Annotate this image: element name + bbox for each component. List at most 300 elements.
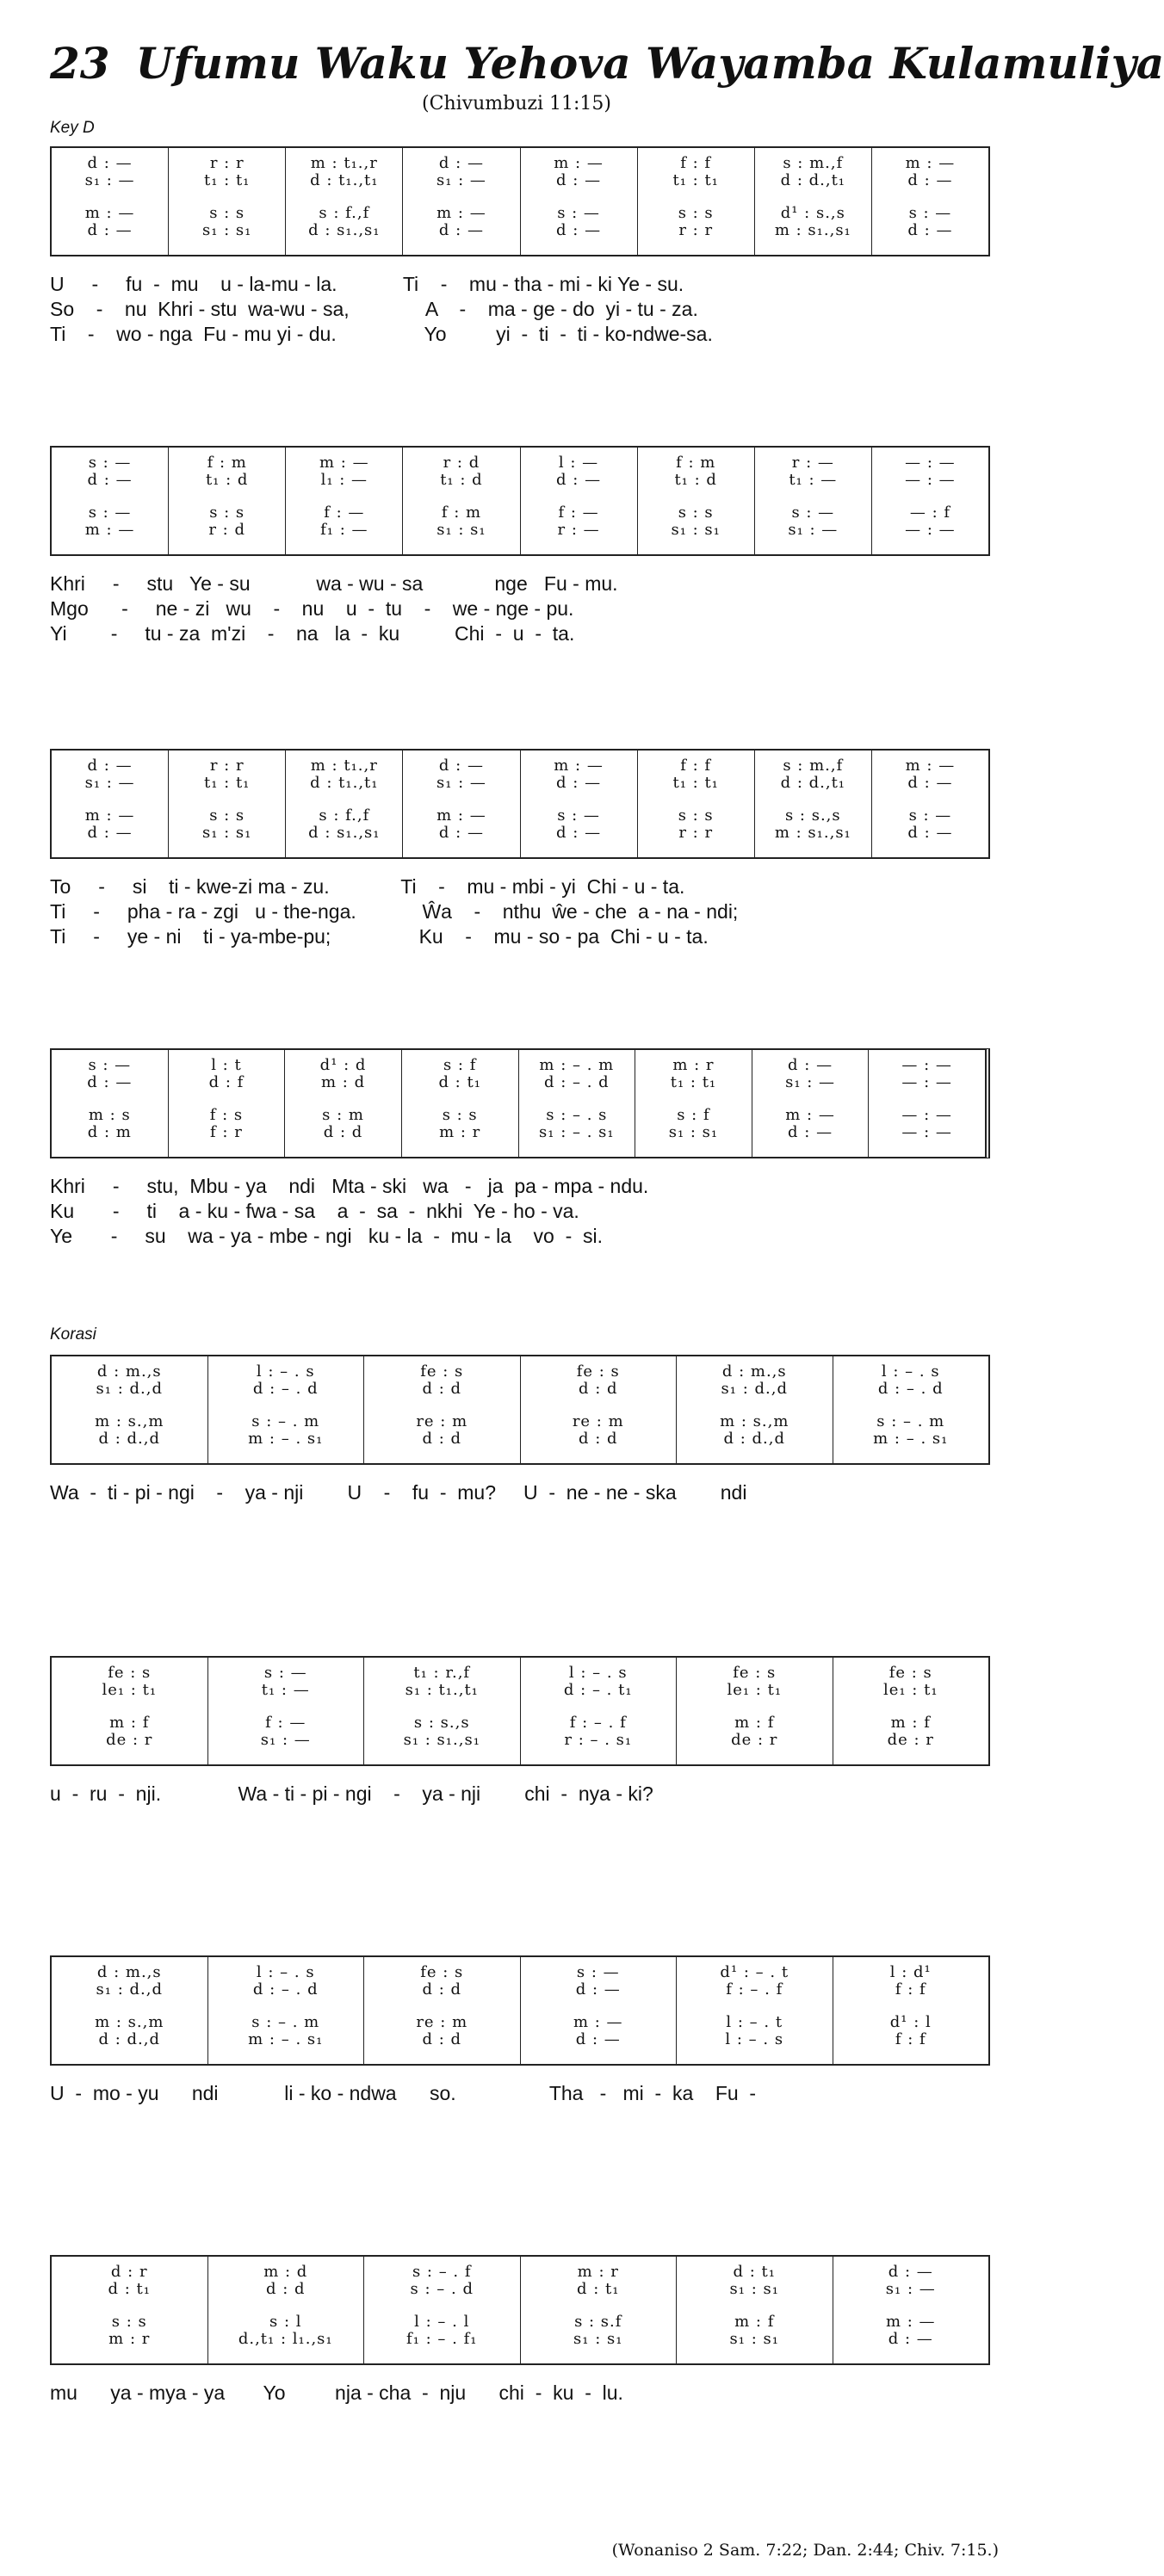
note-row: s₁ : — — [788, 521, 839, 539]
note-row: r : r — [209, 154, 245, 172]
note-row: s : m.,f — [783, 154, 844, 172]
lyric-line: Ti - ye - ni ti - ya-mbe-pu; Ku - mu - so - pa Chi - u - ta. — [50, 925, 709, 948]
note-row: d : — — [438, 221, 484, 239]
note-row: d : — — [556, 221, 602, 239]
note-row: d : t₁ — [733, 2263, 776, 2281]
note-row: d : — — [87, 471, 133, 489]
staff — [50, 1048, 990, 1158]
note-row: l : – . s — [256, 1362, 315, 1381]
note-row: d : – . d — [877, 1380, 944, 1398]
note-row: s : s.,s — [413, 1714, 470, 1732]
note-row: s₁ : s₁ — [201, 221, 252, 239]
note-row: — : — — [905, 454, 956, 472]
measure — [635, 1050, 752, 1157]
note-row: d : m.,s — [721, 1362, 787, 1381]
measure — [52, 1356, 208, 1463]
note-row: de : r — [887, 1731, 934, 1749]
lyric-line: U - mo - yu ndi li - ko - ndwa so. Tha - mi - ka Fu - — [50, 2082, 757, 2104]
note-row: f : m — [441, 503, 482, 522]
note-row: s : — — [88, 1056, 132, 1074]
measure — [638, 751, 755, 857]
measure — [286, 148, 403, 255]
lyrics-block — [50, 2381, 990, 2406]
note-row: d : — — [788, 1123, 833, 1141]
note-row: s₁ : – . s₁ — [539, 1123, 615, 1141]
note-row: d : – . d — [252, 1980, 319, 1998]
note-row: t₁ : t₁ — [672, 774, 719, 792]
measure — [755, 448, 872, 554]
music-system — [50, 1955, 990, 2106]
note-row: f : r — [210, 1123, 243, 1141]
note-row: f₁ : — — [320, 521, 368, 539]
measure — [52, 1957, 208, 2064]
note-row: s : m.,f — [783, 757, 844, 775]
note-row: s : l — [269, 2313, 302, 2331]
note-row: d : – . t₁ — [563, 1681, 633, 1699]
measure — [403, 751, 520, 857]
note-row: s : — — [908, 806, 952, 825]
note-row: m : s.,m — [95, 2013, 164, 2031]
lyric-line: Ku - ti a - ku - fwa - sa a - sa - nkhi Ye - ho - va. — [50, 1200, 579, 1222]
note-row: de : r — [106, 1731, 153, 1749]
staff — [50, 749, 990, 859]
measure — [677, 2257, 833, 2363]
note-row: d : d — [422, 1980, 462, 1998]
note-row: m : — — [905, 757, 956, 775]
measure — [52, 148, 169, 255]
note-row: s : f.,f — [319, 204, 370, 222]
measure — [833, 1658, 989, 1764]
note-row: m : – . m — [539, 1056, 615, 1074]
measure — [52, 1050, 169, 1157]
note-row: d : m.,s — [96, 1963, 162, 1981]
measure — [364, 1957, 521, 2064]
note-row: t₁ : t₁ — [672, 171, 719, 189]
lyric-line: Ye - su wa - ya - mbe - ngi ku - la - mu - la vo - si. — [50, 1225, 604, 1247]
measure — [364, 1658, 521, 1764]
key-label: Key D — [50, 119, 95, 137]
note-row: l : d¹ — [889, 1963, 932, 1981]
note-row: m : — — [885, 2313, 936, 2331]
note-row: de : r — [731, 1731, 778, 1749]
note-row: s : s — [209, 204, 245, 222]
note-row: f : f — [680, 154, 712, 172]
note-row: s : s — [442, 1106, 478, 1124]
measure — [169, 751, 286, 857]
note-row: s₁ : — — [785, 1073, 836, 1091]
note-row: s : – . s — [546, 1106, 608, 1124]
note-row: r : — — [557, 521, 600, 539]
note-row: m : — — [436, 806, 486, 825]
note-row: fe : s — [108, 1664, 152, 1682]
note-row: d : — — [87, 1073, 133, 1091]
note-row: m : – . s₁ — [248, 1430, 324, 1448]
note-row: d : — — [556, 471, 602, 489]
chorus-label: Korasi — [50, 1325, 96, 1344]
measure — [364, 2257, 521, 2363]
measure — [521, 751, 638, 857]
note-row: l : – . s — [725, 2030, 784, 2048]
note-row: t₁ : d — [674, 471, 717, 489]
note-row: m : r — [108, 2330, 151, 2348]
note-row: m : — — [554, 757, 604, 775]
measure — [52, 2257, 208, 2363]
note-row: — : — — [901, 1073, 952, 1091]
note-row: s₁ : — — [436, 171, 486, 189]
staff — [50, 1656, 990, 1766]
note-row: m : f — [734, 1714, 775, 1732]
lyric-line: Ti - pha - ra - zgi u - the-nga. Ŵa - nthu ŵe - che a - na - ndi; — [50, 900, 739, 923]
note-row: s₁ : — — [84, 774, 135, 792]
note-row: m : f — [734, 2313, 775, 2331]
note-row: le₁ : t₁ — [882, 1681, 938, 1699]
note-row: d : — — [87, 154, 133, 172]
note-row: d : d.,d — [98, 2030, 161, 2048]
note-row: d : — — [907, 171, 953, 189]
note-row: l₁ : — — [320, 471, 368, 489]
measure — [677, 1658, 833, 1764]
note-row: d : — — [87, 757, 133, 775]
note-row: m : — — [319, 454, 369, 472]
lyrics-block — [50, 272, 990, 347]
measure — [403, 148, 520, 255]
note-row: s₁ : — — [260, 1731, 311, 1749]
note-row: d : s₁.,s₁ — [308, 221, 381, 239]
staff — [50, 2255, 990, 2365]
note-row: d : — — [907, 774, 953, 792]
measure — [208, 2257, 365, 2363]
note-row: m : s — [88, 1106, 131, 1124]
note-row: d : — — [556, 824, 602, 842]
measure — [52, 1658, 208, 1764]
note-row: r : r — [678, 824, 714, 842]
lyric-line: Mgo - ne - zi wu - nu u - tu - we - nge - pu. — [50, 597, 574, 620]
music-system — [50, 2255, 990, 2406]
note-row: d : — — [556, 171, 602, 189]
note-row: f : s — [209, 1106, 244, 1124]
note-row: d¹ : – . t — [720, 1963, 789, 1981]
lyric-line: So - nu Khri - stu wa-wu - sa, A - ma - ge - do yi - tu - za. — [50, 298, 698, 320]
measure — [755, 751, 872, 857]
note-row: d : d.,t₁ — [780, 774, 846, 792]
note-row: s₁ : s₁.,s₁ — [403, 1731, 480, 1749]
measure — [521, 1658, 678, 1764]
lyric-line: Wa - ti - pi - ngi - ya - nji U - fu - mu? U - ne - ne - ska ndi — [50, 1481, 747, 1504]
note-row: f : – . f — [726, 1980, 783, 1998]
note-row: m : s.,m — [95, 1412, 164, 1430]
note-row: s₁ : d.,d — [721, 1380, 788, 1398]
note-row: s : s — [209, 806, 245, 825]
note-row: d : – . d — [543, 1073, 610, 1091]
note-row: m : s₁.,s₁ — [774, 221, 851, 239]
note-row: fe : s — [733, 1664, 777, 1682]
measure — [638, 148, 755, 255]
lyrics-block — [50, 2081, 990, 2106]
note-row: f : f — [895, 2030, 926, 2048]
note-row: m : — — [84, 204, 135, 222]
note-row: d : t₁ — [438, 1073, 481, 1091]
note-row: s₁ : s₁ — [729, 2280, 779, 2298]
note-row: s : – . m — [251, 1412, 320, 1430]
note-row: r : d — [443, 454, 480, 472]
note-row: fe : s — [888, 1664, 932, 1682]
note-row: m : — — [905, 154, 956, 172]
note-row: s₁ : d.,d — [96, 1980, 163, 1998]
note-row: t₁ : — — [789, 471, 838, 489]
note-row: d : m — [87, 1123, 132, 1141]
measure — [286, 448, 403, 554]
measure — [285, 1050, 402, 1157]
measure — [52, 751, 169, 857]
note-row: d : d — [578, 1380, 618, 1398]
song-number: 23 — [50, 38, 110, 89]
note-row: s₁ : — — [885, 2280, 936, 2298]
note-row: s : f — [443, 1056, 477, 1074]
note-row: s : — — [88, 503, 132, 522]
note-row: s : s — [678, 204, 714, 222]
note-row: s : — — [791, 503, 835, 522]
note-row: d : s₁.,s₁ — [308, 824, 381, 842]
note-row: d : d.,d — [723, 1430, 786, 1448]
note-row: f : — — [265, 1714, 306, 1732]
note-row: s : s.f — [574, 2313, 622, 2331]
note-row: d : d — [578, 1430, 618, 1448]
song-title — [50, 38, 1164, 90]
note-row: d : — — [438, 824, 484, 842]
note-row: d : d — [422, 1380, 462, 1398]
note-row: d : d — [323, 1123, 363, 1141]
lyric-line: U - fu - mu u - la-mu - la. Ti - mu - tha - mi - ki Ye - su. — [50, 273, 684, 295]
note-row: t₁ : t₁ — [203, 774, 251, 792]
music-system — [50, 446, 990, 646]
note-row: d¹ : s.,s — [780, 204, 845, 222]
note-row: re : m — [416, 1412, 468, 1430]
measure — [872, 148, 988, 255]
music-system — [50, 1355, 990, 1505]
note-row: s : s — [111, 2313, 147, 2331]
music-system — [50, 1048, 990, 1249]
note-row: d : m.,s — [96, 1362, 162, 1381]
note-row: s₁ : s₁ — [729, 2330, 779, 2348]
note-row: l : — — [558, 454, 599, 472]
note-row: d : — — [87, 824, 133, 842]
lyrics-block — [50, 874, 990, 949]
note-row: s : – . m — [251, 2013, 320, 2031]
note-row: — : — — [901, 1123, 952, 1141]
note-row: d.,t₁ : l₁.,s₁ — [238, 2330, 333, 2348]
note-row: d : t₁ — [577, 2280, 620, 2298]
note-row: s : – . f — [412, 2263, 472, 2281]
note-row: s : s.,s — [784, 806, 841, 825]
note-row: m : r — [577, 2263, 619, 2281]
note-row: d¹ : l — [889, 2013, 932, 2031]
note-row: f : — — [324, 503, 365, 522]
note-row: s : s — [209, 503, 245, 522]
note-row: m : f — [890, 1714, 931, 1732]
staff — [50, 146, 990, 256]
note-row: d : — — [438, 757, 484, 775]
note-row: f : m — [676, 454, 716, 472]
song-title-text: Ufumu Waku Yehova Wayamba Kulamuliya — [135, 38, 1164, 89]
note-row: m : s.,m — [720, 1412, 789, 1430]
note-row: d : — — [575, 1980, 621, 1998]
note-row: s₁ : s₁ — [201, 824, 252, 842]
note-row: l : – . s — [256, 1963, 315, 1981]
note-row: — : — — [901, 1056, 952, 1074]
note-row: re : m — [572, 1412, 624, 1430]
note-row: le₁ : t₁ — [727, 1681, 783, 1699]
note-row: t₁ : t₁ — [670, 1073, 717, 1091]
note-row: t₁ : — — [261, 1681, 310, 1699]
note-row: t₁ : d — [440, 471, 483, 489]
note-row: d : d — [265, 2280, 306, 2298]
lyric-line: mu ya - mya - ya Yo nja - cha - nju chi - ku - lu. — [50, 2381, 623, 2404]
music-system — [50, 146, 990, 347]
note-row: d : — — [438, 154, 484, 172]
measure — [208, 1356, 365, 1463]
lyric-line: Khri - stu, Mbu - ya ndi Mta - ski wa - ja pa - mpa - ndu. — [50, 1175, 649, 1197]
note-row: m : — — [573, 2013, 623, 2031]
measure — [833, 2257, 989, 2363]
measure — [833, 1957, 989, 2064]
measure — [521, 1356, 678, 1463]
note-row: d : t₁ — [108, 2280, 151, 2298]
note-row: re : m — [416, 2013, 468, 2031]
note-row: s₁ : — — [84, 171, 135, 189]
measure — [519, 1050, 636, 1157]
note-row: l : – . t — [726, 2013, 783, 2031]
lyrics-block — [50, 1174, 990, 1249]
note-row: s : f — [677, 1106, 710, 1124]
measure — [169, 148, 286, 255]
staff — [50, 1955, 990, 2066]
lyrics-block — [50, 1782, 990, 1807]
note-row: f : m — [207, 454, 247, 472]
note-row: t₁ : d — [205, 471, 249, 489]
note-row: m : — — [785, 1106, 835, 1124]
note-row: s : f.,f — [319, 806, 370, 825]
note-row: d : – . d — [252, 1380, 319, 1398]
measure — [402, 1050, 519, 1157]
measure — [403, 448, 520, 554]
note-row: m : t₁.,r — [310, 154, 378, 172]
lyrics-block — [50, 1480, 990, 1505]
measure — [638, 448, 755, 554]
note-row: l : – . s — [568, 1664, 628, 1682]
note-row: l : t — [211, 1056, 242, 1074]
note-row: f : f — [680, 757, 712, 775]
note-row: r : – . s₁ — [564, 1731, 633, 1749]
note-row: d : d — [422, 2030, 462, 2048]
note-row: f : – . f — [569, 1714, 627, 1732]
note-row: d : — — [575, 2030, 621, 2048]
note-row: m : — — [84, 521, 135, 539]
note-row: s : – . d — [410, 2280, 474, 2298]
note-row: t₁ : t₁ — [203, 171, 251, 189]
measure — [869, 1050, 985, 1157]
note-row: s₁ : s₁ — [671, 521, 721, 539]
note-row: — : — — [905, 521, 956, 539]
note-row: d : t₁.,t₁ — [310, 171, 379, 189]
footnote: (Wonaniso 2 Sam. 7:22; Dan. 2:44; Chiv. 7:15.) — [611, 2541, 999, 2560]
note-row: s : — — [263, 1664, 307, 1682]
note-row: d : d.,t₁ — [780, 171, 846, 189]
lyric-line: Ti - wo - nga Fu - mu yi - du. Yo yi - ti - ti - ko-ndwe-sa. — [50, 323, 713, 345]
note-row: r : — — [791, 454, 834, 472]
note-row: s : s — [678, 806, 714, 825]
measure — [677, 1356, 833, 1463]
measure — [286, 751, 403, 857]
music-system — [50, 1656, 990, 1807]
staff — [50, 446, 990, 556]
measure — [833, 1356, 989, 1463]
note-row: d : — — [556, 774, 602, 792]
measure — [208, 1658, 365, 1764]
note-row: s : – . m — [876, 1412, 945, 1430]
measure — [755, 148, 872, 255]
lyric-line: Khri - stu Ye - su wa - wu - sa nge Fu - mu. — [50, 572, 618, 595]
note-row: d : t₁.,t₁ — [310, 774, 379, 792]
note-row: f₁ : – . f₁ — [406, 2330, 478, 2348]
note-row: s₁ : — — [436, 774, 486, 792]
note-row: d : — — [888, 2330, 933, 2348]
note-row: — : — — [901, 1106, 952, 1124]
note-row: m : — — [554, 154, 604, 172]
note-row: r : r — [209, 757, 245, 775]
note-row: m : d — [321, 1073, 366, 1091]
measure — [677, 1957, 833, 2064]
measure — [364, 1356, 521, 1463]
note-row: s : m — [322, 1106, 364, 1124]
scripture-reference: (Chivumbuzi 11:15) — [422, 93, 611, 114]
measure — [208, 1957, 365, 2064]
note-row: le₁ : t₁ — [102, 1681, 158, 1699]
note-row: m : t₁.,r — [310, 757, 378, 775]
music-system — [50, 749, 990, 949]
note-row: s₁ : t₁.,t₁ — [405, 1681, 479, 1699]
lyrics-block — [50, 571, 990, 646]
note-row: — : — — [905, 471, 956, 489]
note-row: m : – . s₁ — [248, 2030, 324, 2048]
note-row: f : f — [895, 1980, 926, 1998]
measure — [521, 448, 638, 554]
note-row: s : — — [557, 806, 600, 825]
measure — [169, 448, 286, 554]
note-row: d : — — [907, 824, 953, 842]
note-row: l : – . l — [414, 2313, 470, 2331]
note-row: t₁ : r.,f — [413, 1664, 471, 1682]
note-row: m : r — [439, 1123, 481, 1141]
note-row: r : r — [678, 221, 714, 239]
note-row: m : s₁.,s₁ — [774, 824, 851, 842]
note-row: m : d — [263, 2263, 308, 2281]
measure — [872, 448, 988, 554]
note-row: d¹ : d — [319, 1056, 367, 1074]
note-row: s₁ : s₁ — [573, 2330, 623, 2348]
note-row: s : s — [678, 503, 714, 522]
note-row: m : — — [84, 806, 135, 825]
note-row: s : — — [576, 1963, 620, 1981]
note-row: s : — — [557, 204, 600, 222]
measure — [521, 1957, 678, 2064]
measure — [521, 2257, 678, 2363]
note-row: — : f — [909, 503, 951, 522]
lyric-line: u - ru - nji. Wa - ti - pi - ngi - ya - nji chi - nya - ki? — [50, 1782, 653, 1805]
measure — [521, 148, 638, 255]
measure — [52, 448, 169, 554]
note-row: d : — — [788, 1056, 833, 1074]
note-row: l : – . s — [881, 1362, 940, 1381]
